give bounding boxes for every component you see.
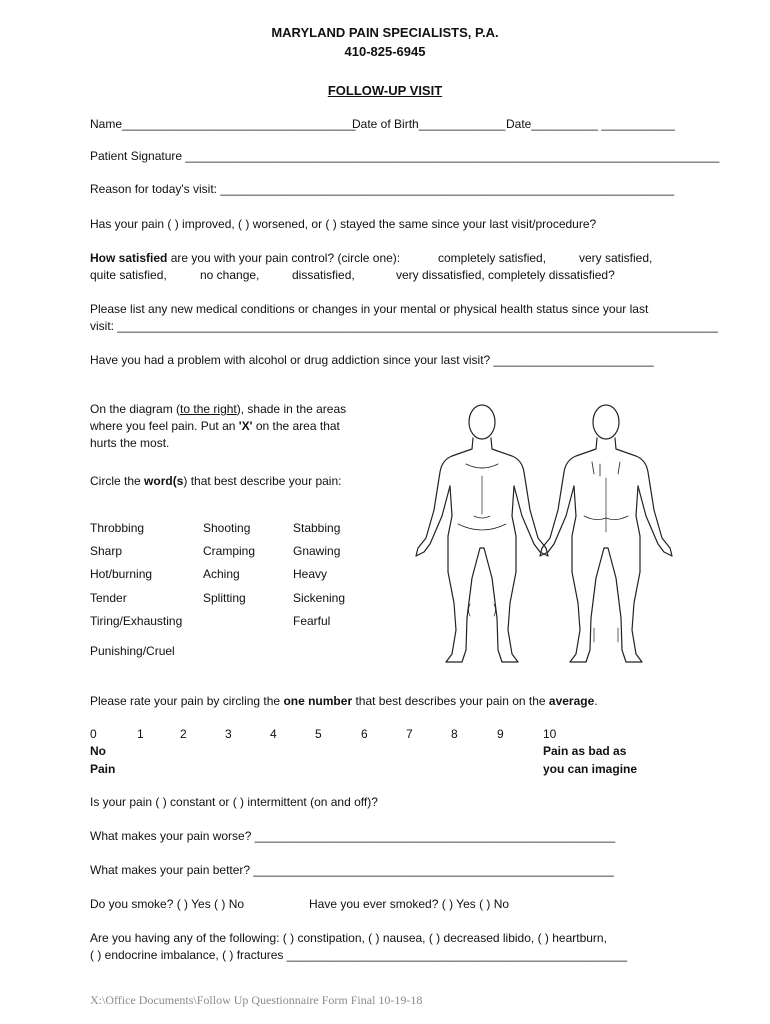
rating-low-label: Pain [90, 762, 116, 776]
symptoms-question[interactable]: ( ) endocrine imbalance, ( ) fractures ___________________________________________________ [90, 948, 628, 962]
dob-field[interactable]: Date of Birth_____________ [352, 117, 506, 131]
footer-file-path: X:\Office Documents\Follow Up Questionnaire Form Final 10-19-18 [90, 993, 423, 1007]
satisfaction-option[interactable]: no change, [200, 268, 260, 282]
body-back-figure[interactable] [536, 398, 676, 670]
circle-text-bold: word(s [144, 474, 184, 488]
pain-word[interactable]: Splitting [203, 591, 246, 605]
satisfaction-option[interactable]: very dissatisfied, completely dissatisfied? [396, 268, 615, 282]
practice-name: MARYLAND PAIN SPECIALISTS, P.A. [271, 25, 499, 40]
rating-text-bold: average [548, 694, 595, 708]
satisfaction-option[interactable]: very satisfied, [579, 251, 653, 265]
circle-words-instruction [90, 474, 341, 488]
satisfaction-text: are you with your pain control? (circle one): [167, 251, 401, 265]
ever-smoked-question[interactable]: Have you ever smoked? ( ) Yes ( ) No [309, 897, 510, 911]
date-field[interactable]: Date__________ ___________ [506, 117, 675, 131]
smoke-question[interactable]: Do you smoke? ( ) Yes ( ) No [90, 897, 245, 911]
rating-text: that best describes your pain on the [352, 694, 549, 708]
satisfaction-option[interactable]: dissatisfied, [292, 268, 355, 282]
pain-word[interactable]: Punishing/Cruel [90, 644, 175, 658]
pain-word[interactable]: Fearful [293, 614, 331, 628]
diagram-text-underlined: to the right [180, 402, 237, 416]
circle-text: Circle the [90, 474, 145, 488]
constant-question[interactable]: Is your pain ( ) constant or ( ) intermittent (on and off)? [90, 795, 378, 809]
satisfaction-option[interactable]: quite satisfied, [90, 268, 167, 282]
pain-word[interactable]: Tiring/Exhausting [90, 614, 183, 628]
pain-word[interactable]: Shooting [203, 521, 251, 535]
diagram-instruction-line1 [90, 402, 346, 416]
name-field[interactable]: Name___________________________________ [90, 117, 356, 131]
rating-number-3[interactable]: 3 [225, 727, 232, 741]
pain-word[interactable]: Sickening [293, 591, 346, 605]
pain-word[interactable]: Cramping [203, 544, 256, 558]
rating-high-label: Pain as bad as [543, 744, 627, 758]
rating-text: Please rate your pain by circling the [90, 694, 284, 708]
alcohol-question[interactable]: Have you had a problem with alcohol or drug addiction since your last visit? ________________________ [90, 353, 654, 367]
circle-text: ) that best describe your pain: [183, 474, 342, 488]
diagram-text: where you feel pain. Put an [90, 419, 239, 433]
reason-field[interactable]: Reason for today's visit: ____________________________________________________________________ [90, 182, 675, 196]
pain-word[interactable]: Throbbing [90, 521, 145, 535]
diagram-instruction-line3: hurts the most. [90, 436, 170, 450]
diagram-text: On the diagram ( [90, 402, 181, 416]
satisfaction-question [90, 251, 400, 265]
rating-high-label: you can imagine [543, 762, 638, 776]
rating-number-1[interactable]: 1 [137, 727, 144, 741]
rating-instruction [90, 694, 598, 708]
practice-phone: 410-825-6945 [344, 44, 426, 59]
pain-word[interactable]: Aching [203, 567, 240, 581]
rating-number-5[interactable]: 5 [315, 727, 322, 741]
conditions-question: Please list any new medical conditions or changes in your mental or physical health status since your last [90, 302, 649, 316]
pain-word[interactable]: Tender [90, 591, 127, 605]
rating-text-bold: one number [283, 694, 353, 708]
rating-number-10[interactable]: 10 [543, 727, 557, 741]
conditions-field[interactable]: visit: __________________________________________________________________________________________ [90, 319, 718, 333]
rating-number-4[interactable]: 4 [270, 727, 277, 741]
pain-word[interactable]: Sharp [90, 544, 123, 558]
rating-number-6[interactable]: 6 [361, 727, 368, 741]
rating-text: . [594, 694, 598, 708]
rating-low-label: No [90, 744, 106, 758]
satisfaction-bold: How satisfied [90, 251, 168, 265]
diagram-x-mark: 'X' [238, 419, 253, 433]
diagram-text: ), shade in the areas [236, 402, 347, 416]
symptoms-question[interactable]: Are you having any of the following: ( ) constipation, ( ) nausea, ( ) decreased libido, ( ) heartburn, [90, 931, 607, 945]
pain-word[interactable]: Gnawing [293, 544, 341, 558]
rating-number-8[interactable]: 8 [451, 727, 458, 741]
better-field[interactable]: What makes your pain better? ______________________________________________________ [90, 863, 614, 877]
signature-field[interactable]: Patient Signature ________________________________________________________________________________ [90, 149, 720, 163]
diagram-instruction-line2 [90, 419, 340, 433]
body-front-figure[interactable] [412, 398, 552, 670]
rating-number-2[interactable]: 2 [180, 727, 187, 741]
pain-word[interactable]: Stabbing [293, 521, 341, 535]
pain-word[interactable]: Hot/burning [90, 567, 153, 581]
rating-number-7[interactable]: 7 [406, 727, 413, 741]
rating-number-0[interactable]: 0 [90, 727, 97, 741]
form-title: FOLLOW-UP VISIT [327, 83, 443, 98]
pain-word[interactable]: Heavy [293, 567, 328, 581]
rating-number-9[interactable]: 9 [497, 727, 504, 741]
worse-field[interactable]: What makes your pain worse? ______________________________________________________ [90, 829, 616, 843]
diagram-text: on the area that [252, 419, 340, 433]
pain-change-question[interactable]: Has your pain ( ) improved, ( ) worsened, or ( ) stayed the same since your last visit/procedure? [90, 217, 597, 231]
satisfaction-option[interactable]: completely satisfied, [438, 251, 547, 265]
